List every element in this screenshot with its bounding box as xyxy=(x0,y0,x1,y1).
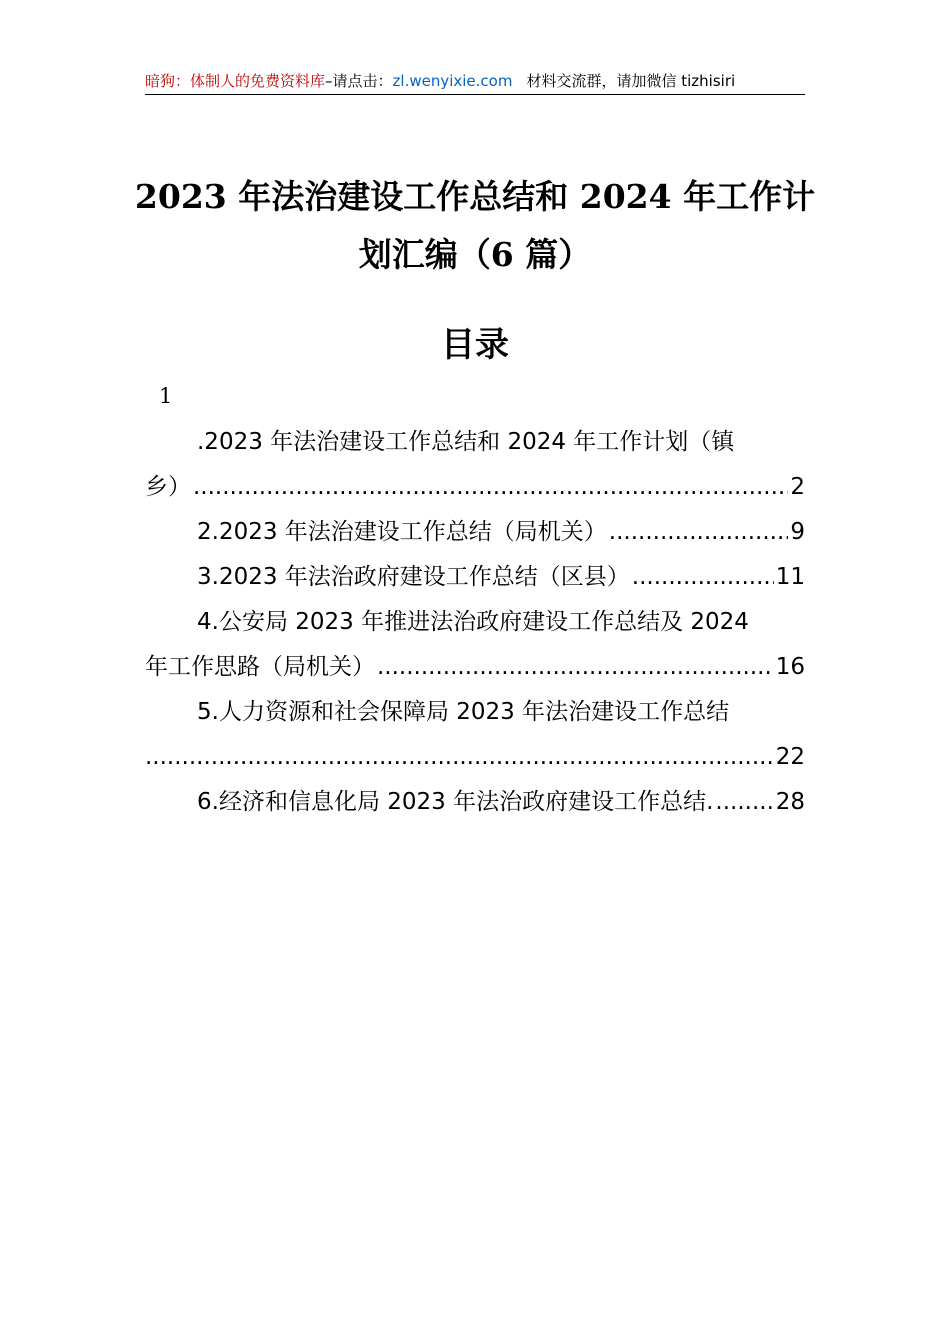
page-header xyxy=(145,68,805,95)
toc-leader-dots xyxy=(715,780,773,825)
toc-entry-1-line-2[interactable] xyxy=(145,465,805,510)
toc-entry-1-title-cont: 乡） xyxy=(145,474,191,500)
toc-entry-3-title: 3.2023 年法治政府建设工作总结（区县） xyxy=(197,564,630,590)
toc-entry-4-line-2[interactable] xyxy=(145,645,805,690)
toc-entry-3[interactable] xyxy=(145,555,805,600)
header-prompt: –请点击： xyxy=(325,72,393,90)
toc-entry-5-page: 22 xyxy=(775,744,805,770)
toc-entry-2-title: 2.2023 年法治建设工作总结（局机关） xyxy=(197,519,607,545)
toc-entry-6[interactable] xyxy=(145,780,805,825)
toc-entry-6-page: 28 xyxy=(775,789,805,815)
toc-entry-5-line-2[interactable] xyxy=(145,735,805,780)
toc-entry-4-page: 16 xyxy=(775,654,805,680)
toc-entry-6-title: 6.经济和信息化局 2023 年法治政府建设工作总结. xyxy=(197,789,714,815)
toc-leader-dots xyxy=(145,735,774,780)
toc-entry-4-title: 4.公安局 2023 年推进法治政府建设工作总结及 2024 xyxy=(197,609,749,635)
title-line-2: 划汇编（6 篇） xyxy=(358,235,592,274)
toc-entry-1-title: .2023 年法治建设工作总结和 2024 年工作计划（镇 xyxy=(197,429,735,455)
table-of-contents xyxy=(145,420,805,825)
header-contact: 材料交流群，请加微信 tizhisiri xyxy=(526,72,736,90)
header-brand: 暗狗：体制人的免费资料库 xyxy=(145,72,326,90)
toc-entry-4-line-1[interactable] xyxy=(145,600,805,645)
toc-entry-3-page: 11 xyxy=(775,564,805,590)
title-line-1: 2023 年法治建设工作总结和 2024 年工作计 xyxy=(134,177,816,216)
toc-entry-4-title-cont: 年工作思路（局机关） xyxy=(145,654,375,680)
toc-leader-dots xyxy=(193,465,788,510)
toc-entry-5-title: 5.人力资源和社会保障局 2023 年法治建设工作总结 xyxy=(197,699,730,725)
toc-first-number: 1 xyxy=(159,384,173,408)
toc-leader-dots xyxy=(632,555,774,600)
toc-leader-dots xyxy=(609,510,789,555)
toc-heading: 目录 xyxy=(441,325,509,365)
toc-leader-dots xyxy=(377,645,774,690)
toc-entry-2-page: 9 xyxy=(790,519,805,545)
toc-entry-1-page: 2 xyxy=(790,474,805,500)
header-link[interactable]: zl.wenyixie.com xyxy=(392,72,513,90)
toc-entry-2[interactable] xyxy=(145,510,805,555)
document-title xyxy=(130,168,820,284)
toc-entry-5-line-1[interactable] xyxy=(145,690,805,735)
toc-entry-1-line-1[interactable] xyxy=(145,420,805,465)
